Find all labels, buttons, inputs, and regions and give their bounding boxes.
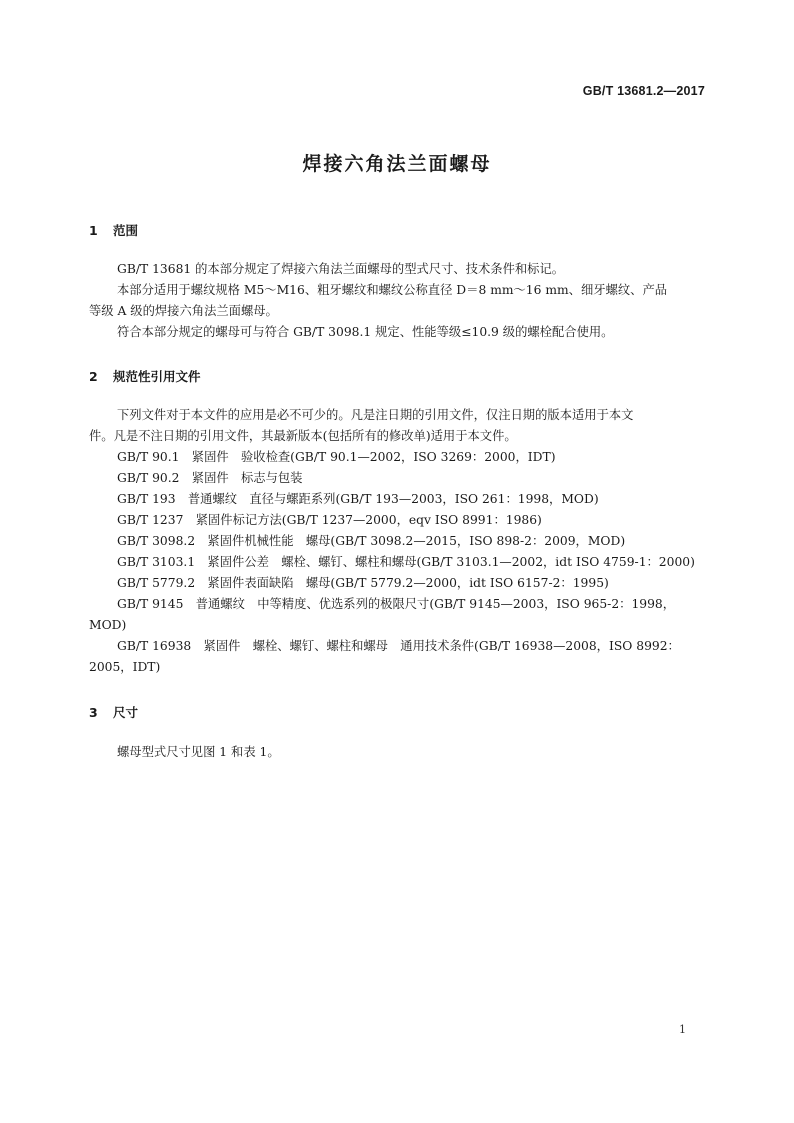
- section-title: 尺寸: [113, 705, 139, 720]
- paragraph-line: 本部分适用于螺纹规格 M5～M16、粗牙螺纹和螺纹公称直径 D＝8 mm～16 mm、细牙螺纹、产品: [117, 283, 668, 297]
- section-number: 3: [89, 705, 98, 720]
- paragraph-line: 下列文件对于本文件的应用是必不可少的。凡是注日期的引用文件，仅注日期的版本适用于本文: [117, 408, 634, 422]
- reference-item: GB/T 90.1 紧固件 验收检查(GB/T 90.1—2002，ISO 3269：2000，IDT): [117, 450, 556, 464]
- reference-item: GB/T 1237 紧固件标记方法(GB/T 1237—2000，eqv ISO 8991：1986): [117, 513, 542, 527]
- section-title: 范围: [113, 223, 139, 238]
- paragraph-line: 符合本部分规定的螺母可与符合 GB/T 3098.1 规定、性能等级≤10.9 级的螺栓配合使用。: [117, 325, 614, 339]
- section-number: 2: [89, 369, 98, 384]
- standard-code: GB/T 13681.2—2017: [582, 84, 705, 98]
- section-1-heading: [89, 221, 138, 239]
- section-1-body: [89, 259, 706, 343]
- paragraph-line: 螺母型式尺寸见图 1 和表 1。: [117, 745, 280, 759]
- section-number: 1: [89, 223, 98, 238]
- reference-item-continued: 2005，IDT): [89, 660, 161, 674]
- paragraph-line: 件。凡是不注日期的引用文件，其最新版本(包括所有的修改单)适用于本文件。: [89, 429, 517, 443]
- paragraph-line: GB/T 13681 的本部分规定了焊接六角法兰面螺母的型式尺寸、技术条件和标记。: [117, 262, 565, 276]
- section-2-heading: [89, 367, 201, 385]
- reference-item: GB/T 3103.1 紧固件公差 螺栓、螺钉、螺柱和螺母(GB/T 3103.1—2002，idt ISO 4759-1：2000): [117, 555, 695, 569]
- reference-item: GB/T 193 普通螺纹 直径与螺距系列(GB/T 193—2003，ISO 261：1998，MOD): [117, 492, 599, 506]
- section-3-heading: [89, 703, 138, 721]
- reference-item: GB/T 3098.2 紧固件机械性能 螺母(GB/T 3098.2—2015，ISO 898-2：2009，MOD): [117, 534, 626, 548]
- paragraph-line: 等级 A 级的焊接六角法兰面螺母。: [89, 304, 278, 318]
- section-2-body: [89, 405, 706, 678]
- reference-item: GB/T 90.2 紧固件 标志与包装: [117, 471, 303, 485]
- reference-item: GB/T 5779.2 紧固件表面缺陷 螺母(GB/T 5779.2—2000，idt ISO 6157-2：1995): [117, 576, 609, 590]
- section-title: 规范性引用文件: [113, 369, 201, 384]
- document-title: 焊接六角法兰面螺母: [302, 153, 492, 175]
- reference-item: GB/T 9145 普通螺纹 中等精度、优选系列的极限尺寸(GB/T 9145—2003，ISO 965-2：1998，: [117, 597, 676, 611]
- reference-item-continued: MOD): [89, 618, 127, 632]
- page-number: 1: [679, 1023, 686, 1036]
- section-3-body: [89, 742, 706, 763]
- reference-item: GB/T 16938 紧固件 螺栓、螺钉、螺柱和螺母 通用技术条件(GB/T 16938—2008，ISO 8992：: [117, 639, 680, 653]
